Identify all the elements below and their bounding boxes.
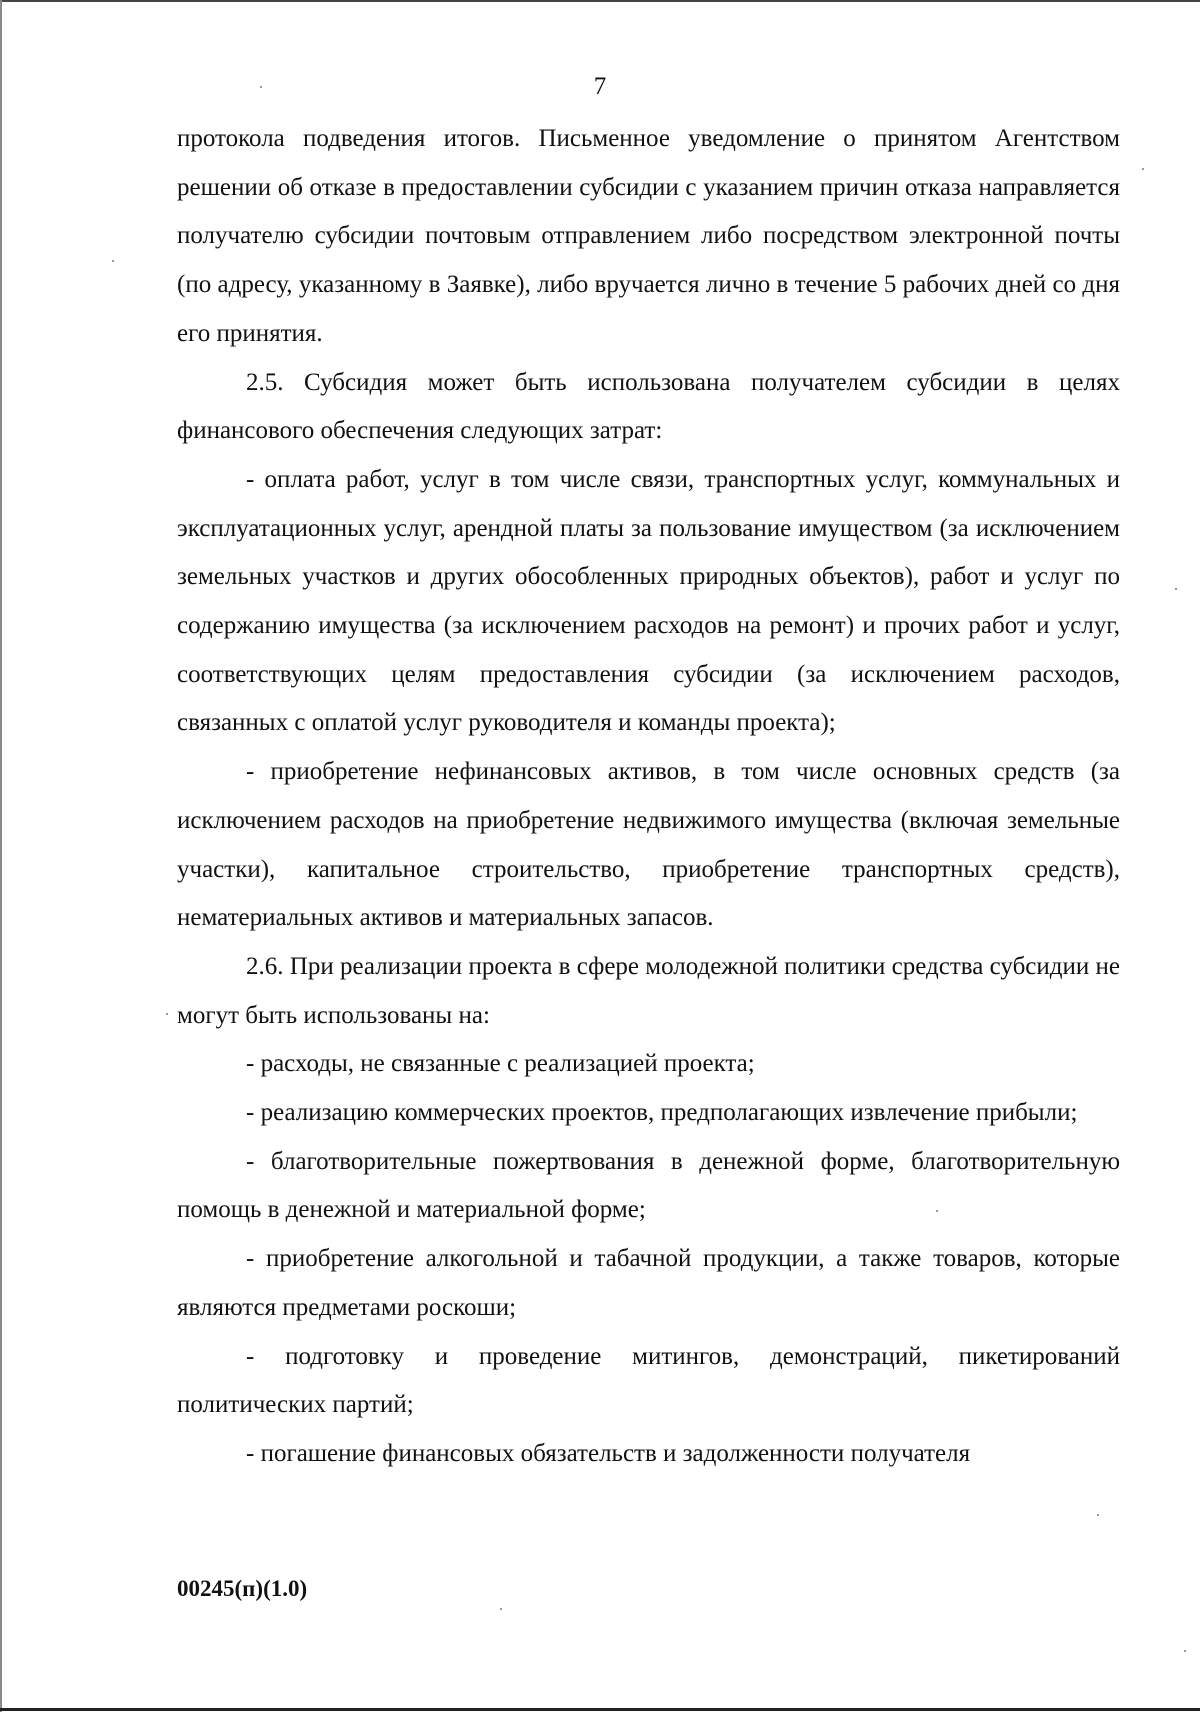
scan-bottom-border [0,1708,1200,1711]
page-number: 7 [593,73,607,100]
scan-top-border [0,0,1200,2]
scan-speck [166,1013,168,1015]
scan-speck [500,1608,502,1610]
paragraph-protocol-continuation: протокола подведения итогов. Письменное уведомление о принятом Агентством решении об отказе в предоставлении субсидии с указанием причин отказа направляется получателю субсидии почтовым отправлением либо посредством электронной почты (по адресу, указанному в Заявке), либо вручается лично в течение 5 рабочих дней со дня его принятия. [177,125,1120,347]
list-item-commercial-projects: - реализацию коммерческих проектов, предполагающих извлечение прибыли; [246,1099,1078,1127]
scan-speck [1097,1514,1099,1516]
paragraph-2-5: 2.5. Субсидия может быть использована получателем субсидии в целях финансового обеспечения следующих затрат: [177,368,1120,445]
scan-left-edge [0,0,2,1712]
scan-speck [1142,168,1144,170]
scan-speck [260,86,262,88]
scan-speck [1175,588,1177,590]
list-item-nonfinancial-assets: - приобретение нефинансовых активов, в том числе основных средств (за исключением расходов на приобретение недвижимого имущества (включая земельные участки), капитальное строительство, приобретение транспортных средств), нематериальных активов и материальных запасов. [177,758,1120,932]
document-code: 00245(п)(1.0) [177,1576,308,1601]
list-item-services-payment: - оплата работ, услуг в том числе связи, транспортных услуг, коммунальных и эксплуатационных услуг, арендной платы за пользование имуществом (за исключением земельных участков и других обособленных природных объектов), работ и услуг по содержанию имущества (за исключением расходов на ремонт) и прочих работ и услуг, соответствующих целям предоставления субсидии (за исключением расходов, связанных с оплатой услуг руководителя и команды проекта); [177,465,1120,737]
list-item-political-events: - подготовку и проведение митингов, демонстраций, пикетирований политических партий; [177,1342,1120,1419]
paragraph-2-6: 2.6. При реализации проекта в сфере молодежной политики средства субсидии не могут быть использованы на: [177,952,1120,1029]
list-item-charity: - благотворительные пожертвования в денежной форме, благотворительную помощь в денежной и материальной форме; [177,1147,1120,1224]
scan-speck [112,260,114,262]
scan-speck [1184,1650,1186,1652]
scan-speck [936,1210,938,1212]
list-item-debt-repayment: - погашение финансовых обязательств и задолженности получателя [246,1439,971,1467]
list-item-alcohol-tobacco: - приобретение алкогольной и табачной продукции, а также товаров, которые являются предметами роскоши; [177,1245,1120,1321]
list-item-unrelated-expenses: - расходы, не связанные с реализацией проекта; [246,1050,755,1078]
document-body [177,115,1120,1479]
